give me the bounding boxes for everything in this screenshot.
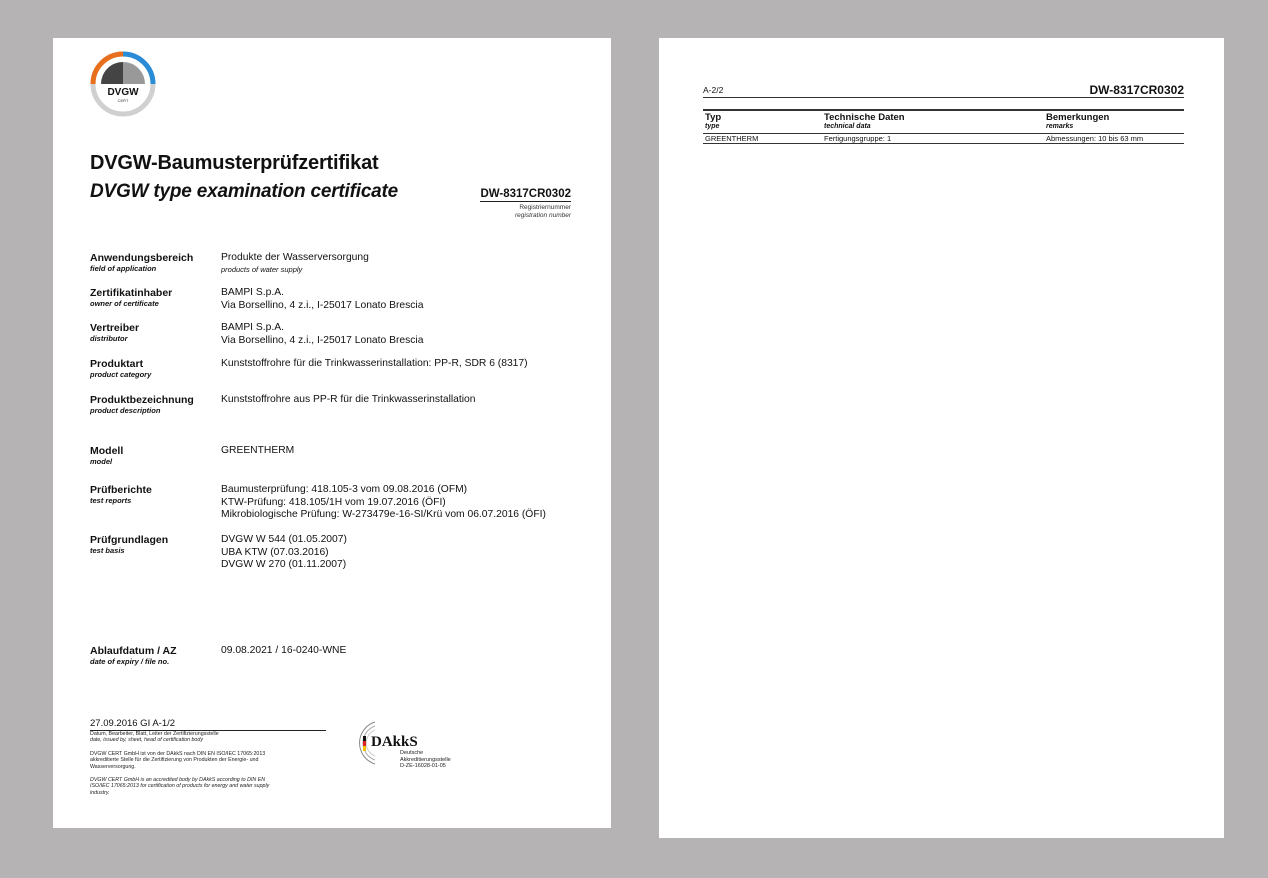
field-label: [90, 394, 218, 416]
field-value-line: GREENTHERM: [221, 445, 295, 456]
sheet-number: A-2/2: [703, 85, 724, 95]
field-label-en: distributor: [90, 334, 128, 343]
logo-text: DVGW: [107, 87, 139, 98]
field-value-line: Baumusterprüfung: 418.105-3 vom 09.08.2016 (OFM): [221, 484, 468, 495]
logo-subtext: CERT: [117, 98, 129, 103]
field-label-en: field of application: [90, 264, 157, 273]
field-value: [221, 645, 581, 658]
field-label-en: owner of certificate: [90, 299, 159, 308]
field-value: [221, 287, 581, 312]
table-bottom-rule: [703, 143, 1184, 144]
certificate-page-2: [659, 38, 1224, 838]
issue-date-line: 27.09.2016 GI A-1/2: [90, 718, 326, 731]
table-cell-technical-data: Fertigungsgruppe: 1: [824, 134, 892, 143]
registration-number: DW-8317CR0302: [480, 188, 571, 200]
field-value: [221, 322, 581, 347]
field-value-line: Kunststoffrohre aus PP-R für die Trinkwasserinstallation: [221, 394, 476, 405]
field-value-line: Kunststoffrohre für die Trinkwasserinstallation: PP-R, SDR 6 (8317): [221, 358, 528, 369]
field-label-de: Produktbezeichnung: [90, 394, 194, 406]
dakks-logo: [353, 718, 483, 768]
certificate-page-1: [53, 38, 611, 828]
dakks-name: DAkkS: [371, 734, 418, 750]
field-label-en: test basis: [90, 546, 125, 555]
dakks-line: Deutsche: [400, 750, 424, 756]
issue-date-caption-english: date, issued by, sheet, head of certification body: [90, 737, 203, 744]
field-value-line: UBA KTW (07.03.2016): [221, 546, 329, 558]
dakks-line: Akkreditierungsstelle: [400, 756, 451, 763]
certificate-footer: [90, 718, 330, 796]
field-label-en: date of expiry / file no.: [90, 657, 170, 666]
field-label: [90, 645, 218, 667]
field-value-line: Via Borsellino, 4 z.i., I-25017 Lonato Brescia: [221, 299, 424, 311]
issue-date-caption: Datum, Bearbeiter, Blatt, Leiter der Zertifizierungsstelle: [90, 731, 219, 737]
field-value: [221, 534, 581, 572]
column-header-technical-data: Technische Daten technical data: [824, 112, 905, 130]
accreditation-line: DVGW CERT GmbH ist von der DAkkS nach DIN EN ISO/IEC 17065:2013: [90, 750, 266, 757]
field-value-line: BAMPI S.p.A.: [221, 287, 284, 298]
field-value: [221, 445, 581, 458]
field-label-de: Produktart: [90, 358, 144, 370]
field-label: [90, 484, 218, 506]
registration-box: [480, 188, 571, 220]
field-value-line: Produkte der Wasserversorgung: [221, 252, 369, 263]
certificate-title: DVGW-Baumusterprüfzertifikat: [90, 152, 379, 174]
field-label-de: Ablaufdatum / AZ: [90, 645, 177, 657]
field-value-line: BAMPI S.p.A.: [221, 322, 284, 333]
column-header-remarks: Bemerkungen remarks: [1046, 112, 1110, 130]
field-label-de: Anwendungsbereich: [90, 252, 194, 264]
field-label-de: Vertreiber: [90, 322, 140, 334]
accreditation-note: [90, 751, 330, 770]
field-label: [90, 252, 218, 274]
header-divider: [703, 97, 1184, 98]
field-label: [90, 445, 218, 467]
field-value-line: Via Borsellino, 4 z.i., I-25017 Lonato Brescia: [221, 334, 424, 346]
field-value-line: 09.08.2021 / 16-0240-WNE: [221, 645, 347, 656]
accreditation-line-english: industry.: [90, 789, 110, 796]
field-value: [221, 394, 581, 407]
field-label-en: product description: [90, 406, 161, 415]
dvgw-cert-logo: [89, 50, 157, 118]
accreditation-line: Wasserversorgung.: [90, 763, 136, 770]
field-label: [90, 287, 218, 309]
field-label-en: model: [90, 457, 113, 466]
field-value: [221, 252, 581, 275]
accreditation-note-english: [90, 777, 330, 796]
field-value-line: DVGW W 270 (01.11.2007): [221, 559, 347, 570]
field-value: [221, 358, 581, 371]
table-cell-remarks: Abmessungen: 10 bis 63 mm: [1046, 134, 1144, 143]
certificate-title-english: DVGW type examination certificate: [90, 181, 399, 202]
registration-label: Registriernummer: [519, 204, 571, 211]
field-label-de: Modell: [90, 445, 124, 457]
table-cell-type: GREENTHERM: [705, 134, 759, 143]
field-label-en: test reports: [90, 496, 132, 505]
field-value-en: products of water supply: [221, 264, 303, 274]
dakks-accreditation-number: D-ZE-16028-01-05: [400, 763, 446, 769]
field-value-line: KTW-Prüfung: 418.105/1H vom 19.07.2016 (ÖFI): [221, 496, 446, 508]
accreditation-line: akkreditierte Stelle für die Zertifizierung von Produkten der Energie- und: [90, 757, 259, 764]
field-label: [90, 358, 218, 380]
field-label: [90, 534, 218, 556]
field-value-line: DVGW W 544 (01.05.2007): [221, 534, 347, 545]
field-label: [90, 322, 218, 344]
registration-number-page2: DW-8317CR0302: [1089, 83, 1184, 97]
accreditation-line-english: DVGW CERT GmbH is an accredited body by DAkkS according to DIN EN: [90, 777, 266, 784]
field-value-line: Mikrobiologische Prüfung: W-273479e-16-SI/Krü vom 06.07.2016 (ÖFI): [221, 509, 546, 520]
field-label-de: Prüfgrundlagen: [90, 534, 169, 546]
column-header-type: Typ type: [705, 112, 722, 130]
field-label-de: Zertifikatinhaber: [90, 287, 173, 299]
field-value: [221, 484, 581, 522]
accreditation-line-english: ISO/IEC 17065:2013 for certification of products for energy and water supply: [90, 783, 270, 790]
registration-label-english: registration number: [515, 212, 571, 219]
field-label-en: product category: [90, 370, 152, 379]
technical-data-table: [703, 109, 1184, 143]
field-label-de: Prüfberichte: [90, 484, 152, 496]
